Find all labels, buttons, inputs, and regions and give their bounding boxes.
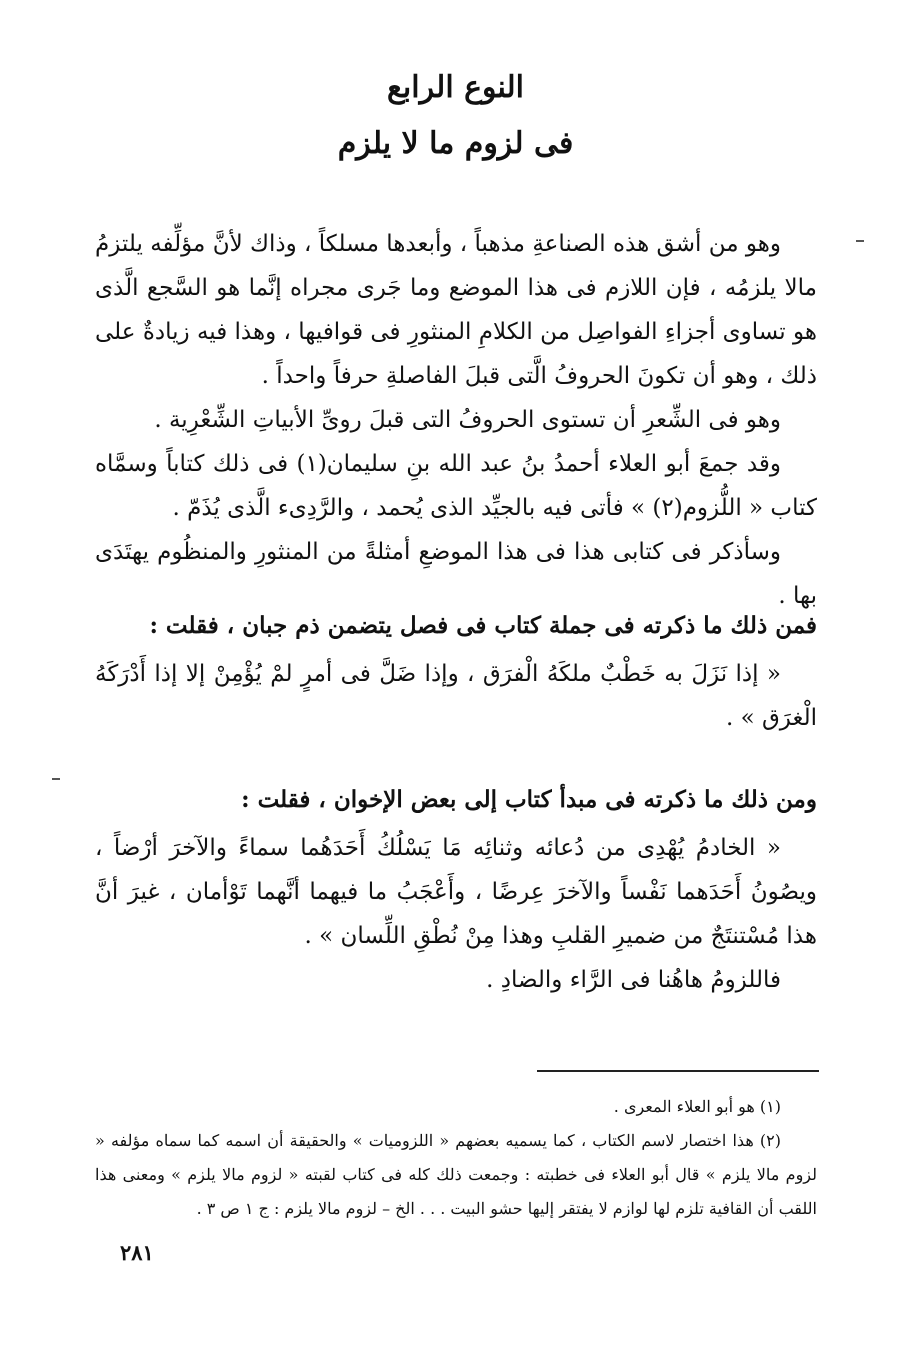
paragraph-poetry-definition: وهو فى الشِّعرِ أن تستوى الحروفُ التى قبلَ روىِّ الأبياتِ الشِّعْرِية .	[154, 407, 781, 433]
paragraph-intro: وهو من أشق هذه الصناعةِ مذهباً ، وأبعدها مسلكاً ، وذاك لأنَّ مؤلِّفه يلتزمُ مالا يلزمُه ، فإن اللازم فى هذا الموضع وما جَرى مجراه إنَّما هو السَّجع الَّذى هو تساوى أجزاءِ الفواصِل من الكلامِ المنثورِ فى قوافيها ، وهذا فيه زيادةٌ على ذلك ، وهو أن تكونَ الحروفُ الَّتى قبلَ الفاصلةِ حرفاً واحداً .	[95, 231, 817, 389]
chapter-kind: النوع الرابع	[386, 70, 525, 105]
example2-closing: فاللزومُ هاهُنا فى الرَّاء والضادِ .	[486, 967, 781, 993]
example1-quote: « إذا نَزَلَ به خَطْبٌ ملكَهُ الْفرَق ، وإذا ضَلَّ فى أمرٍ لمْ يُؤْمِنْ إلا إذا أَدْرَكَهُ الْغرَق » .	[95, 661, 817, 731]
chapter-title: فى لزوم ما لا يلزم	[337, 126, 574, 161]
margin-mark	[856, 240, 864, 242]
example2-quote: « الخادمُ يُهْدِى من دُعائه وثنائِه مَا يَسْلُكُ أَحَدَهُما سماءً والآخرَ أرْضاً ، ويصُونُ أَحَدَهما نَفْساً والآخرَ عِرضًا ، وأَعْجَبُ ما فيهما أنَّهما تَوْأمان ، غيرَ أنَّ هذا مُسْتنتَجٌ من ضميرِ القلبِ وهذا مِنْ نُطْقِ اللِّسان » .	[95, 835, 817, 949]
footnote-separator	[537, 1070, 819, 1072]
page-number: ٢٨١	[120, 1240, 154, 1265]
example1-heading: فمن ذلك ما ذكرته فى جملة كتاب فى فصل يتضمن ذم جبان ، فقلت :	[149, 612, 817, 639]
footnote-1: (١) هو أبو العلاء المعرى .	[613, 1097, 781, 1116]
paragraph-abu-alala: وقد جمعَ أبو العلاء أحمدُ بنُ عبد الله بنِ سليمان(١) فى ذلك كتاباً وسمَّاه كتاب « اللُّزوم(٢) » فأتى فيه بالجيِّد الذى يُحمد ، والرَّدِىء الَّذى يُذَمّ .	[95, 451, 817, 521]
margin-mark	[52, 778, 60, 780]
example2-heading: ومن ذلك ما ذكرته فى مبدأ كتاب إلى بعض الإخوان ، فقلت :	[241, 786, 817, 813]
footnote-2: (٢) هذا اختصار لاسم الكتاب ، كما يسميه بعضهم « اللزوميات » والحقيقة أن اسمه كما سماه مؤلفه « لزوم مالا يلزم » قال أبو العلاء فى خطبته : وجمعت ذلك كله فى كتاب لقبته « لزوم مالا يلزم » ومعنى هذا اللقب أن القافية تلزم لها لوازم لا يفتقر إليها حشو البيت . . . الخ – لزوم مالا يلزم : ج ١ ص ٣ .	[95, 1131, 817, 1218]
paragraph-examples-intro: وسأذكر فى كتابى هذا فى هذا الموضعِ أمثلةً من المنثورِ والمنظُوم يهتَدَى بها .	[95, 539, 817, 609]
